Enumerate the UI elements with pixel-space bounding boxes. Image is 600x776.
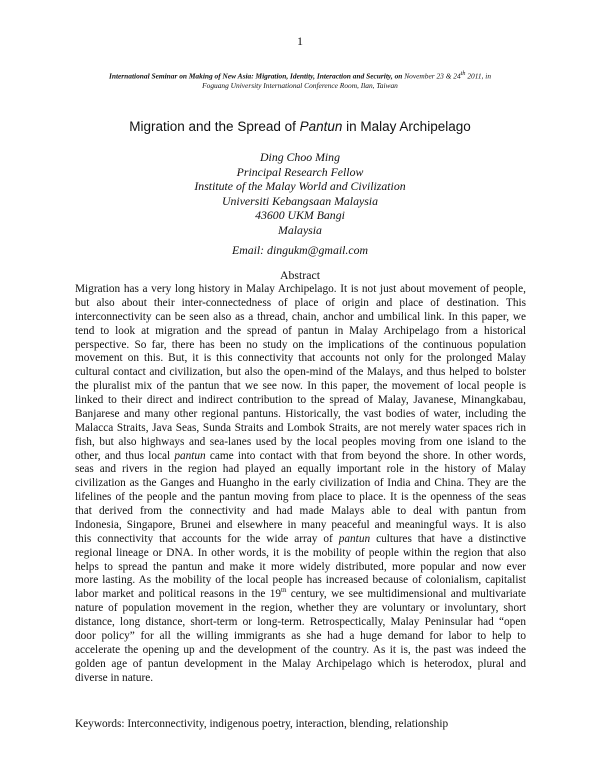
abstract-line [75,519,526,533]
abstract-heading: Abstract [280,268,320,282]
abstract-line [75,477,526,491]
abstract-text: Migration has a very long history in Malay Archipelago. It is not just about movement of people, [75,283,526,295]
abstract-text: golden age of pantun development in the Malay Archipelago which is heterodox, plural and [75,657,526,670]
keywords: Keywords: Interconnectivity, indigenous poetry, interaction, blending, relationship [75,718,449,730]
abstract-text: linked to their direct and indirect contribution to the spread of Malay, Javanese, Minangkabau, [75,394,526,406]
author-position: Principal Research Fellow [236,164,364,179]
abstract-text: tend to look at migration and the spread of pantun in Malay Archipelago from a historical [75,324,526,337]
abstract-text: Indonesia, Singapore, Brunei and elsewhere in many peaceful and meaningful ways. It is also [75,518,526,531]
abstract-line [75,450,526,464]
author-email: Email: dingukm@gmail.com [231,243,368,257]
abstract-line [75,630,526,644]
seminar-date: November 23 & 24 [402,71,461,81]
abstract-text: Banjarese and many other regional pantuns. Historically, the vast bodies of water, including the [75,407,526,420]
seminar-venue: Foguang University International Conference Room, Ilan, Taiwan [202,81,398,91]
author-institute: Institute of the Malay World and Civilization [194,179,406,194]
abstract-line [75,408,526,422]
abstract-text: perspective. So far, there has been no study on the implications of the continuous population [75,338,526,351]
abstract-text: came into contact with that from beyond the shore. In other words, [205,449,526,462]
abstract-italic-term: pantun [174,449,206,462]
abstract-text: civilization as the Ganges and Huangho in the early civilization of India and China. They are the [75,477,526,490]
abstract-line [75,339,526,353]
abstract-line [75,325,526,339]
abstract-line [75,352,526,366]
title-part-1: Migration and the Spread of [129,119,300,134]
abstract-superscript: th [281,588,287,595]
abstract-text: lifelines of the people and the pantun moving from place to place. It is the openness of the seas [75,491,526,504]
abstract-line [75,422,526,436]
abstract-text: but also about their inter-connectedness of place of origin and place of destination. This [75,296,526,309]
abstract-text: the pluralist mix of the pantun that we see now. In this paper, the movement of local people is [75,380,526,393]
abstract-text: seas and rivers in the region had played an equally important role in the history of Malay [75,463,526,476]
abstract-text: other, and thus local [75,449,175,462]
seminar-title: International Seminar on Making of New Asia: Migration, Identity, Interaction and Security, on [108,71,403,81]
author-name: Ding Choo Ming [260,150,340,164]
abstract-text: century, we see multidimensional and multivariate [286,588,526,601]
abstract-text: interconnectivity can be seen also as a thread, chain, anchor and umbilical link. In this paper, we [75,310,526,323]
abstract-line [75,463,526,477]
seminar-date-sup: th [460,71,466,77]
paper-title [0,119,600,134]
abstract-line [75,436,526,450]
abstract-line [75,283,526,297]
page-number: 1 [297,34,303,48]
abstract-text: labor market and political reasons in the 19 [75,588,281,601]
abstract-line [75,616,526,630]
seminar-date-end: 2011, in [465,71,492,81]
abstract-text: distance, long distance, short-term or long-term. Retrospectically, Malay Peninsular had “open [75,616,526,628]
seminar-line-1 [62,69,538,81]
author-country: Malaysia [278,222,322,237]
abstract-text: that derived from the connectivity and had made Malays able to deal with pantun from [75,505,526,517]
abstract-text: diverse in nature. [75,671,154,684]
abstract-line [75,533,526,547]
abstract-text: cultures that have a distinctive [370,532,526,545]
abstract-line [75,547,526,561]
abstract-line [75,588,526,602]
abstract-italic-term: pantun [338,532,371,545]
abstract-line [75,574,526,588]
abstract-text: cultural contact and civilization, but also the open-mind of the Malays, and thus helped to bolster [75,366,526,379]
author-postcode: 43600 UKM Bangi [255,208,345,223]
abstract-line [75,394,526,408]
abstract-line [75,505,526,519]
abstract-text: accelerate the opening up and the development of the country. As it is, the past was indeed the [75,643,526,656]
abstract-body [75,283,526,685]
abstract-line [75,311,526,325]
abstract-text: more lasting. As the mobility of the local people has increased because of colonialism, capitalist [75,574,526,587]
abstract-line [75,380,526,394]
abstract-text: this connectivity that accounts for the wide array of [75,532,339,545]
seminar-header [62,69,538,91]
abstract-text: helps to spread the pantun and make it more widely distributed, more popular and now ever [75,560,526,573]
abstract-line [75,658,526,672]
abstract-line [75,366,526,380]
abstract-line [75,602,526,616]
abstract-line [75,491,526,505]
abstract-text: door policy” for all the willing immigrants as she had a huge demand for labor to help to [75,629,526,642]
abstract-text: nature of population movement in the region, whether they are voluntary or involuntary, short [75,602,526,615]
abstract-text: Malacca Straits, Java Seas, Sunda Straits and Lombok Straits, are not merely water spaces rich in [75,421,526,434]
abstract-text: fish, but also highways and sea-lanes used by the local peoples moving from one island to the [75,435,526,448]
abstract-text: movement on this. But, it is this connectivity that accounts not only for the prolonged Malay [75,352,526,365]
abstract-line [75,561,526,575]
abstract-line [75,297,526,311]
title-part-2: in Malay Archipelago [342,119,471,134]
author-block [0,150,600,238]
abstract-line [75,672,526,686]
title-italic: Pantun [299,119,343,134]
abstract-line [75,644,526,658]
author-university: Universiti Kebangsaan Malaysia [222,193,378,208]
abstract-text: regional lineage or DNA. In other words, it is the mobility of people within the region that also [75,546,526,559]
